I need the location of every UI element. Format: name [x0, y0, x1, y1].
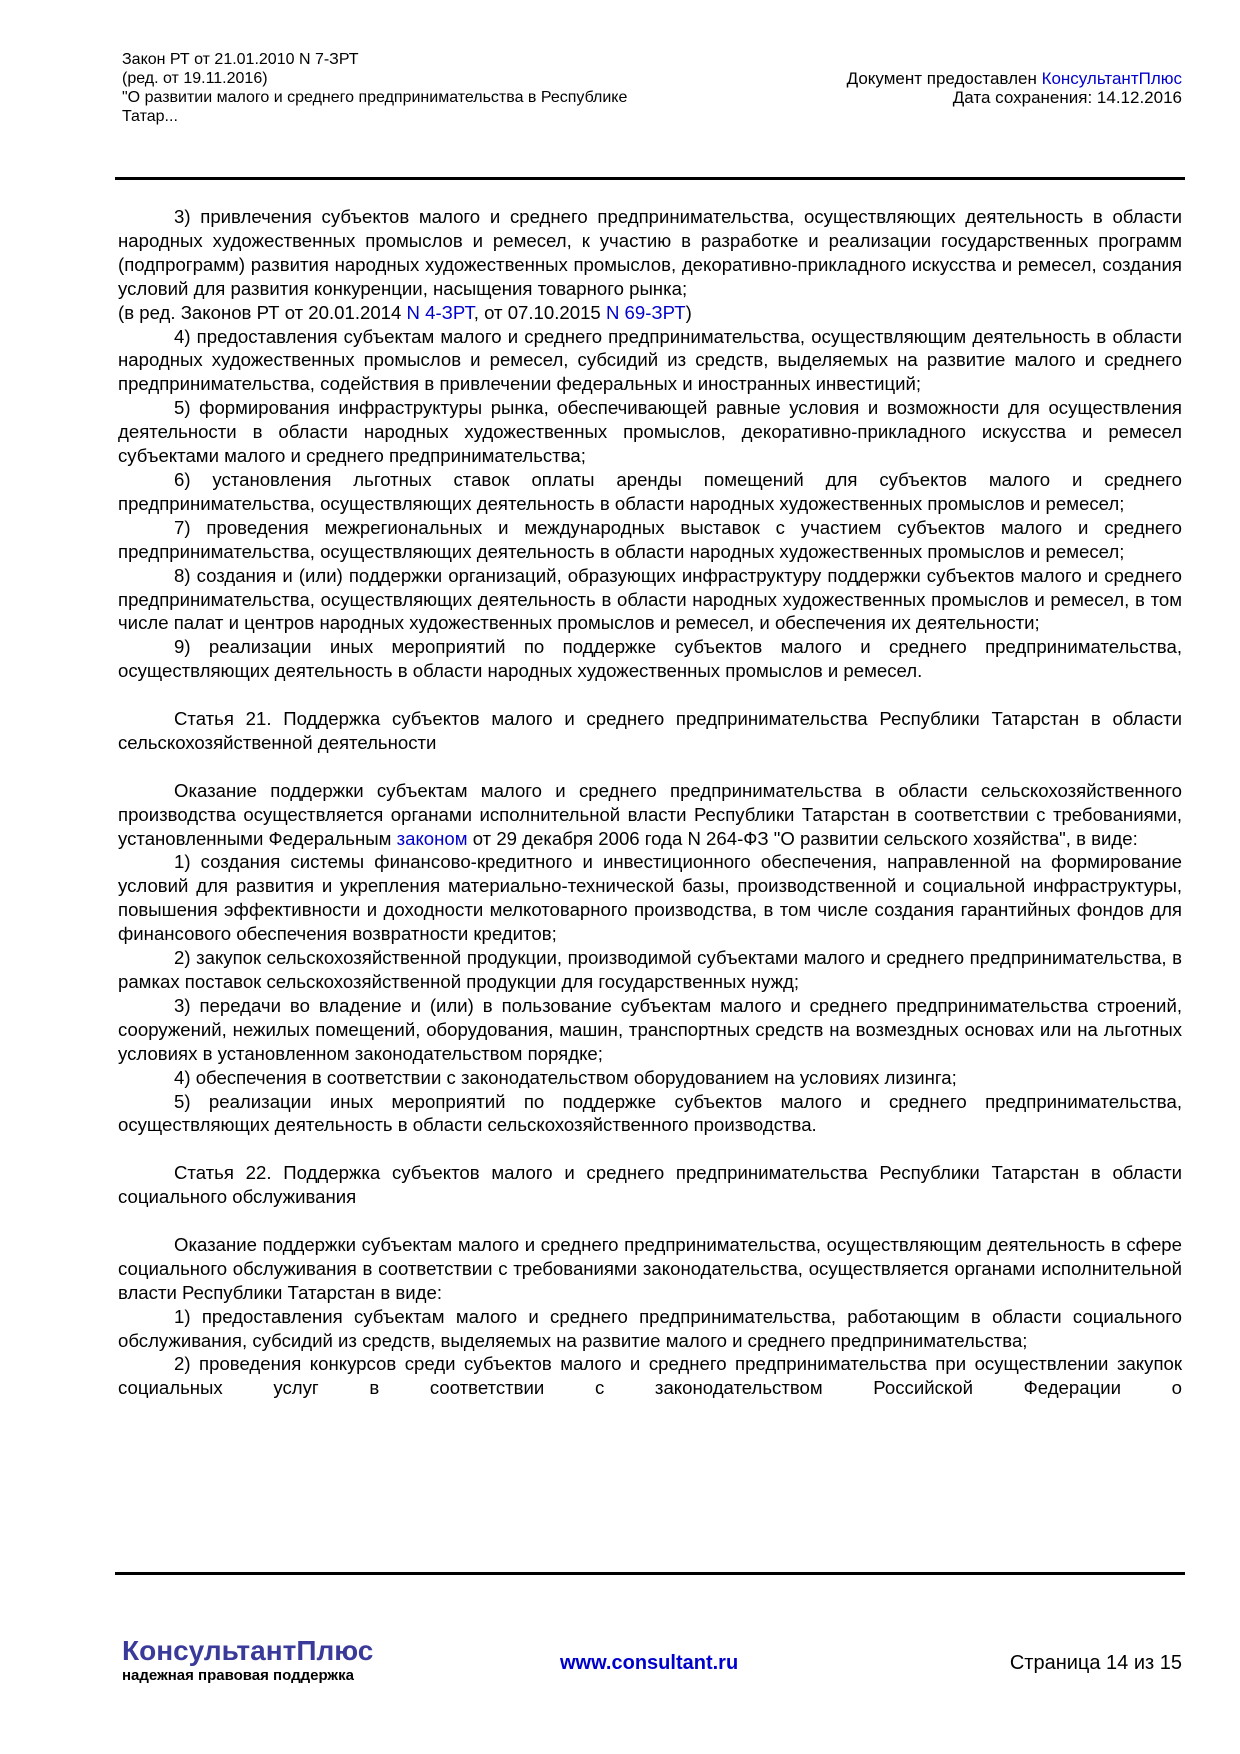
paragraph: 3) привлечения субъектов малого и среднего предпринимательства, осуществляющих деятельность в области народных художественных промыслов и ремесел, к участию в разработке и реализации государственных программ (подпрограмм) развития народных художественных промыслов, декоративно-прикладного искусства и ремесел, создания условий для развития конкуренции, насыщения товарного рынка; — [118, 206, 1182, 299]
paragraph: 8) создания и (или) поддержки организаций, образующих инфраструктуру поддержки субъектов малого и среднего предпринимательства, осуществляющих деятельность в области народных художественных промыслов и ремесел, в том числе палат и центров народных художественных промыслов и ремесел, и обеспечения их деятельности; — [118, 564, 1182, 634]
list-item: 3) передачи во владение и (или) в пользование субъектам малого и среднего предпринимательства строений, сооружений, нежилых помещений, оборудования, машин, транспортных средств на возмездных основах или на льготных условиях в установленном законодательством порядке; — [118, 994, 1182, 1064]
provider-link[interactable]: КонсультантПлюс — [1041, 69, 1182, 88]
paragraph: 6) установления льготных ставок оплаты аренды помещений для субъектов малого и среднего предпринимательства, осуществляющих деятельность в области народных художественных промыслов и ремесел; — [118, 468, 1182, 514]
provided-label: Документ предоставлен — [846, 69, 1042, 88]
header-line: Татар... — [122, 108, 178, 125]
list-item: 1) создания системы финансово-кредитного и инвестиционного обеспечения, направленной на формирование условий для развития и укрепления материально-технической базы, производственной и социальной инфраструктуры, повышения эффективности и доходности мелкотоварного производства, в том числе создания гарантийных фондов для финансового обеспечения возвратности кредитов; — [118, 851, 1182, 945]
document-provider — [847, 69, 1182, 107]
paragraph: 4) предоставления субъектам малого и среднего предпринимательства, осуществляющим деятельность в области народных художественных промыслов и ремесел, субсидий из средств, выделяемых на развитие малого и среднего предпринимательства, содействия в привлечении федеральных и иностранных инвестиций; — [118, 325, 1182, 395]
law-link[interactable]: N 69-ЗРТ — [605, 301, 686, 323]
header-line: (ред. от 19.11.2016) — [122, 70, 268, 87]
paragraph: Оказание поддержки субъектам малого и среднего предпринимательства в области сельскохозяйственного производства осуществляется органами исполнительной власти Республики Татарстан в соответствии с требованиями, установленными Федеральным законом от 29 декабря 2006 года N 264-ФЗ "О развитии сельского хозяйства", в виде: — [118, 779, 1182, 849]
header-line: "О развитии малого и среднего предпринимательства в Республике — [122, 89, 628, 106]
list-item: 5) реализации иных мероприятий по поддержке субъектов малого и среднего предпринимательства, осуществляющих деятельность в области сельскохозяйственного производства. — [118, 1090, 1182, 1136]
header-divider — [115, 177, 1185, 180]
paragraph: 5) формирования инфраструктуры рынка, обеспечивающей равные условия и возможности для осуществления деятельности в области народных художественных промыслов, декоративно-прикладного искусства и ремесел субъектами малого и среднего предпринимательства; — [118, 397, 1182, 467]
page-number: Страница 14 из 15 — [1009, 1652, 1182, 1674]
paragraph: Оказание поддержки субъектам малого и среднего предпринимательства, осуществляющим деятельность в сфере социального обслуживания в соответствии с требованиями законодательства, осуществляется органами исполнительной власти Республики Татарстан в виде: — [118, 1233, 1182, 1303]
paragraph: 9) реализации иных мероприятий по поддержке субъектов малого и среднего предпринимательства, осуществляющих деятельность в области народных художественных промыслов и ремесел. — [118, 636, 1182, 682]
footer-divider — [115, 1572, 1185, 1575]
list-item: 4) обеспечения в соответствии с законодательством оборудованием на условиях лизинга; — [174, 1066, 957, 1088]
list-item: 2) проведения конкурсов среди субъектов малого и среднего предпринимательства при осуществлении закупок социальных услуг в соответствии с законодательством Российской Федерации о — [118, 1353, 1182, 1399]
document-body — [118, 205, 1182, 1400]
amendment-note: (в ред. Законов РТ от 20.01.2014 N 4-ЗРТ, от 07.10.2015 N 69-ЗРТ) — [118, 301, 692, 323]
article-title: Статья 22. Поддержка субъектов малого и среднего предпринимательства Республики Татарстан в области социального обслуживания — [118, 1162, 1182, 1208]
header-line: Закон РТ от 21.01.2010 N 7-ЗРТ — [122, 51, 359, 68]
save-date: Дата сохранения: 14.12.2016 — [952, 88, 1182, 107]
law-link[interactable]: законом — [396, 827, 468, 849]
article-title: Статья 21. Поддержка субъектов малого и среднего предпринимательства Республики Татарстан в области сельскохозяйственной деятельности — [118, 708, 1182, 753]
list-item: 1) предоставления субъектам малого и среднего предпринимательства, работающим в области социального обслуживания, субсидий из средств, выделяемых на развитие малого и среднего предпринимательства; — [118, 1305, 1182, 1351]
website-link[interactable]: www.consultant.ru — [560, 1652, 739, 1674]
consultant-logo: КонсультантПлюс надежная правовая поддержка — [122, 1635, 374, 1684]
law-link[interactable]: N 4-ЗРТ — [406, 301, 474, 323]
list-item: 2) закупок сельскохозяйственной продукции, производимой субъектами малого и среднего предпринимательства, в рамках поставок сельскохозяйственной продукции для государственных нужд; — [118, 947, 1182, 992]
logo-tagline: надежная правовая поддержка — [122, 1667, 354, 1684]
paragraph: 7) проведения межрегиональных и международных выставок с участием субъектов малого и среднего предпринимательства, осуществляющих деятельность в области народных художественных промыслов и ремесел; — [118, 516, 1182, 562]
document-header-title — [122, 50, 682, 126]
